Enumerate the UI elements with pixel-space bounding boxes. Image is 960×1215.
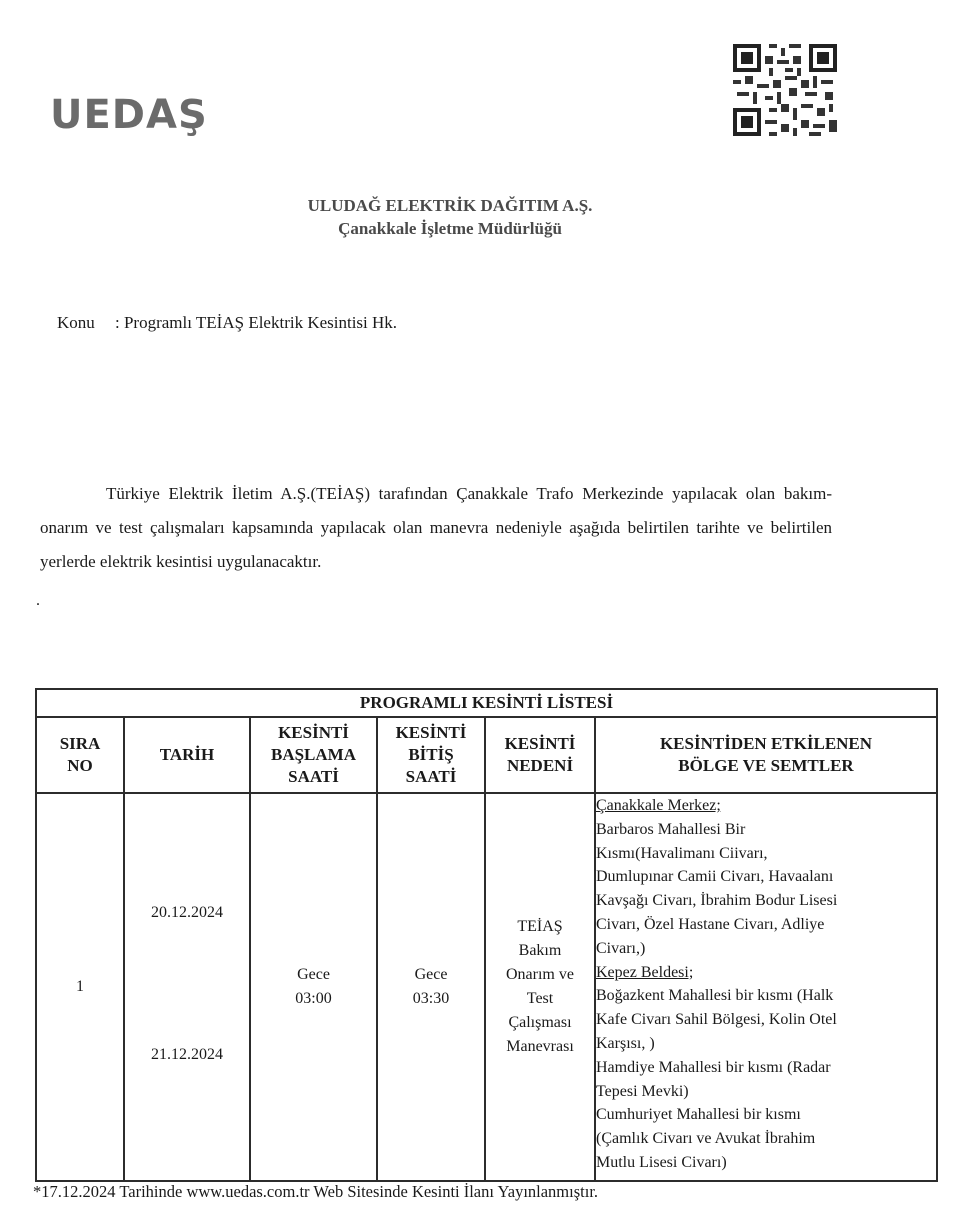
stray-mark: . bbox=[36, 592, 40, 609]
table-row bbox=[36, 793, 937, 1181]
region-line: Boğazkent Mahallesi bir kısmı (Halk bbox=[596, 987, 834, 1005]
region-line: Cumhuriyet Mahallesi bir kısmı bbox=[596, 1106, 801, 1124]
region-line: Kavşağı Civarı, İbrahim Bodur Lisesi bbox=[596, 892, 838, 910]
subject-prefix: Konu bbox=[57, 313, 95, 332]
region-line: Hamdiye Mahallesi bir kısmı (Radar bbox=[596, 1058, 831, 1076]
footnote: *17.12.2024 Tarihinde www.uedas.com.tr Web Sitesinde Kesinti İlanı Yayınlanmıştır. bbox=[33, 1182, 599, 1201]
subject-text: : Programlı TEİAŞ Elektrik Kesintisi Hk. bbox=[115, 313, 398, 332]
region-line: Barbaros Mahallesi Bir bbox=[596, 820, 746, 838]
header-baslama: KESİNTİ BAŞLAMA SAATİ bbox=[250, 717, 377, 793]
department-name: Çanakkale İşletme Müdürlüğü bbox=[338, 219, 562, 238]
region-line: Tepesi Mevki) bbox=[596, 1082, 689, 1100]
region-heading-canakkale: Çanakkale Merkez; bbox=[596, 797, 721, 814]
region-line: (Çamlık Civarı ve Avukat İbrahim bbox=[596, 1130, 816, 1148]
region-line: Dumlupınar Camii Civarı, Havaalanı bbox=[596, 868, 834, 886]
header-neden: KESİNTİ NEDENİ bbox=[485, 717, 595, 793]
cell-baslama: Gece 03:00 bbox=[250, 793, 377, 1181]
region-line: Kısmı(Havalimanı Ciivarı, bbox=[596, 844, 768, 862]
company-name: ULUDAĞ ELEKTRİK DAĞITIM A.Ş. bbox=[307, 196, 593, 215]
region-line: Civarı, Özel Hastane Civarı, Adliye bbox=[596, 915, 825, 933]
region-line: Mutlu Lisesi Civarı) bbox=[596, 1153, 727, 1171]
cell-bitis: Gece 03:30 bbox=[377, 793, 485, 1181]
cell-sira: 1 bbox=[36, 793, 124, 1181]
header-tarih: TARİH bbox=[124, 717, 250, 793]
subject-line bbox=[57, 313, 397, 333]
cell-regions bbox=[595, 793, 937, 1181]
body-paragraph: Türkiye Elektrik İletim A.Ş.(TEİAŞ) tarafından Çanakkale Trafo Merkezinde yapılacak olan bakım-onarım ve test çalışmaları kapsamında yapılacak olan manevra nedeniyle aşağıda belirtilen tarihte ve belirtilen yerlerde elektrik kesintisi uygulanacaktır. bbox=[40, 484, 832, 571]
header-bolge: KESİNTİDEN ETKİLENEN BÖLGE VE SEMTLER bbox=[595, 717, 937, 793]
table-title: PROGRAMLI KESİNTİ LİSTESİ bbox=[36, 689, 937, 717]
cell-neden: TEİAŞ Bakım Onarım ve Test Çalışması Manevrası bbox=[485, 793, 595, 1181]
header-bitis: KESİNTİ BİTİŞ SAATİ bbox=[377, 717, 485, 793]
region-heading-kepez: Kepez Beldesi; bbox=[596, 963, 694, 981]
outage-table bbox=[35, 688, 938, 1182]
date-end: 21.12.2024 bbox=[151, 1046, 223, 1063]
table-header-row bbox=[36, 717, 937, 793]
region-line: Karşısı, ) bbox=[596, 1034, 655, 1052]
region-line: Civarı,) bbox=[596, 939, 646, 957]
date-start: 20.12.2024 bbox=[151, 904, 223, 921]
header-sira: SIRA NO bbox=[36, 717, 124, 793]
uedas-logo: UEDAŞ bbox=[50, 92, 208, 138]
region-line: Kafe Civarı Sahil Bölgesi, Kolin Otel bbox=[596, 1011, 837, 1029]
qr-code-icon bbox=[733, 44, 837, 136]
cell-tarih bbox=[124, 793, 250, 1181]
